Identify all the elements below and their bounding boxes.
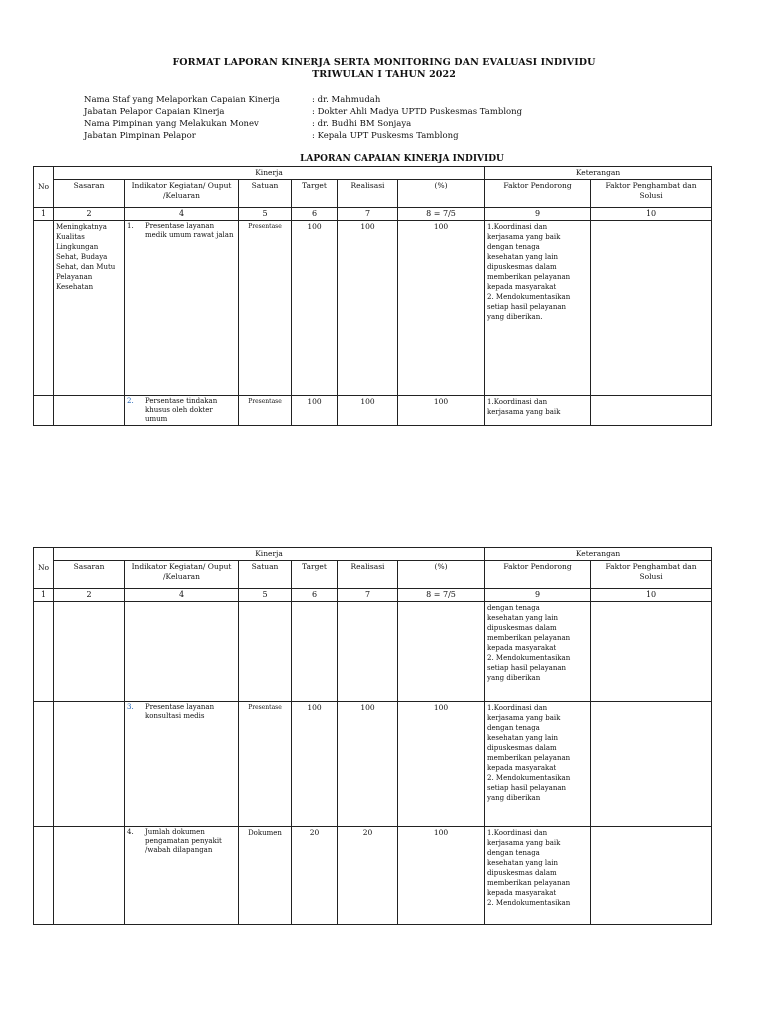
info-row: [84, 106, 522, 118]
row-satuan: Presentase: [239, 396, 292, 426]
row-pendorong: [485, 702, 591, 827]
pendorong-line: 1.Koordinasi dan: [487, 829, 548, 837]
row-penghambat: [591, 221, 712, 396]
row-sasaran: [54, 602, 125, 702]
column-number: 5: [239, 589, 292, 602]
row-sasaran: [54, 396, 125, 426]
pendorong-line: kerjasama yang baik: [487, 839, 561, 847]
header-indikator: Indikator Kegiatan/ Ouput /Keluaran: [125, 180, 239, 208]
pendorong-line: dipuskesmas dalam: [487, 744, 557, 752]
pendorong-line: dengan tenaga: [487, 243, 540, 251]
row-target: 100: [292, 396, 338, 426]
header-kinerja: Kinerja: [54, 167, 485, 180]
row-persen: 100: [398, 827, 485, 925]
pendorong-line: setiap hasil pelayanan: [487, 303, 567, 311]
pendorong-line: dipuskesmas dalam: [487, 263, 557, 271]
column-number: 9: [485, 208, 591, 221]
row-sasaran: [54, 827, 125, 925]
row-no: [34, 396, 54, 426]
header-realisasi: Realisasi: [338, 180, 398, 208]
row-no: [34, 221, 54, 396]
header-satuan: Satuan: [239, 561, 292, 589]
pendorong-line: memberikan pelayanan: [487, 634, 571, 642]
table-row: [34, 221, 712, 396]
table-row: [34, 396, 712, 426]
table-row: [34, 602, 712, 702]
pendorong-line: kepada masyarakat: [487, 764, 557, 772]
row-realisasi: 100: [338, 702, 398, 827]
row-pendorong: [485, 602, 591, 702]
row-realisasi: 100: [338, 396, 398, 426]
pendorong-line: kepada masyarakat: [487, 644, 557, 652]
row-indikator: [125, 396, 239, 426]
header-satuan: Satuan: [239, 180, 292, 208]
pendorong-line: dengan tenaga: [487, 849, 540, 857]
indicator-text: Persentase tindakan khusus oleh dokter umum: [145, 397, 218, 423]
pendorong-line: kerjasama yang baik: [487, 408, 561, 416]
pendorong-line: 2. Mendokumentasikan: [487, 774, 571, 782]
info-label: Jabatan Pimpinan Pelapor: [84, 131, 196, 141]
pendorong-line: 1.Koordinasi dan: [487, 704, 548, 712]
pendorong-line: setiap hasil pelayanan: [487, 664, 567, 672]
table-row: [34, 827, 712, 925]
row-indikator: [125, 602, 239, 702]
row-target: [292, 602, 338, 702]
pendorong-line: dengan tenaga: [487, 604, 540, 612]
row-satuan: Presentase: [239, 702, 292, 827]
column-number: 2: [54, 208, 125, 221]
info-value: : dr. Mahmudah: [312, 95, 381, 105]
info-value: : Kepala UPT Puskesms Tamblong: [312, 131, 459, 141]
pendorong-line: setiap hasil pelayanan: [487, 784, 567, 792]
pendorong-line: dengan tenaga: [487, 724, 540, 732]
performance-table-page2: [33, 547, 712, 925]
column-number: 10: [591, 208, 712, 221]
column-number: 4: [125, 589, 239, 602]
pendorong-line: kesehatan yang lain: [487, 859, 559, 867]
column-number: 2: [54, 589, 125, 602]
reporter-info: [84, 94, 522, 142]
column-number: 8 = 7/5: [398, 589, 485, 602]
indicator-number: 2.: [127, 397, 134, 405]
indicator-text: Presentase layanan medik umum rawat jalan: [145, 222, 234, 239]
table-title: LAPORAN CAPAIAN KINERJA INDIVIDU: [300, 154, 504, 164]
pendorong-line: 2. Mendokumentasikan: [487, 899, 571, 907]
report-title: FORMAT LAPORAN KINERJA SERTA MONITORING DAN EVALUASI INDIVIDU: [172, 57, 596, 68]
indicator-number: 3.: [127, 703, 134, 711]
performance-table-page1: [33, 166, 712, 426]
row-satuan: Presentase: [239, 221, 292, 396]
pendorong-line: kerjasama yang baik: [487, 233, 561, 241]
row-target: 100: [292, 702, 338, 827]
pendorong-line: kesehatan yang lain: [487, 253, 559, 261]
header-no: No: [34, 548, 54, 589]
column-number: 6: [292, 208, 338, 221]
pendorong-line: kepada masyarakat: [487, 889, 557, 897]
indicator-text: Jumlah dokumen pengamatan penyakit /wabah dilapangan: [145, 828, 222, 854]
row-satuan: [239, 602, 292, 702]
row-persen: 100: [398, 396, 485, 426]
column-number: 1: [34, 589, 54, 602]
info-value: : Dokter Ahli Madya UPTD Puskesmas Tamblong: [312, 107, 523, 117]
pendorong-line: memberikan pelayanan: [487, 273, 571, 281]
header-target: Target: [292, 180, 338, 208]
indicator-number: 1.: [127, 222, 134, 230]
column-number: 7: [338, 589, 398, 602]
header-keterangan: Keterangan: [485, 548, 712, 561]
row-no: [34, 602, 54, 702]
pendorong-line: kesehatan yang lain: [487, 734, 559, 742]
row-indikator: [125, 827, 239, 925]
header-sasaran: Sasaran: [54, 180, 125, 208]
header-persen: (%): [398, 561, 485, 589]
column-number: 6: [292, 589, 338, 602]
pendorong-line: 2. Mendokumentasikan: [487, 654, 571, 662]
info-label: Nama Staf yang Melaporkan Capaian Kinerja: [84, 95, 280, 105]
row-indikator: [125, 702, 239, 827]
row-indikator: [125, 221, 239, 396]
info-label: Jabatan Pelapor Capaian Kinerja: [84, 107, 225, 117]
column-number: 5: [239, 208, 292, 221]
header-pendorong: Faktor Pendorong: [485, 180, 591, 208]
row-persen: [398, 602, 485, 702]
row-pendorong: [485, 221, 591, 396]
column-number: 8 = 7/5: [398, 208, 485, 221]
row-realisasi: 100: [338, 221, 398, 396]
column-number: 4: [125, 208, 239, 221]
info-label: Nama Pimpinan yang Melakukan Monev: [84, 119, 259, 129]
column-number: 9: [485, 589, 591, 602]
indicator-text: Presentase layanan konsultasi medis: [145, 703, 215, 720]
pendorong-line: dipuskesmas dalam: [487, 624, 557, 632]
header-indikator: Indikator Kegiatan/ Ouput /Keluaran: [125, 561, 239, 589]
header-pendorong: Faktor Pendorong: [485, 561, 591, 589]
pendorong-line: memberikan pelayanan: [487, 879, 571, 887]
header-penghambat: Faktor Penghambat dan Solusi: [591, 180, 712, 208]
row-realisasi: [338, 602, 398, 702]
header-target: Target: [292, 561, 338, 589]
row-penghambat: [591, 396, 712, 426]
header-sasaran: Sasaran: [54, 561, 125, 589]
row-sasaran: Meningkatnya Kualitas Lingkungan Sehat, Budaya Sehat, dan Mutu Pelayanan Kesehatan: [54, 221, 125, 396]
header-persen: (%): [398, 180, 485, 208]
row-persen: 100: [398, 221, 485, 396]
info-row: [84, 94, 522, 106]
pendorong-line: yang diberikan.: [487, 313, 543, 321]
header-keterangan: Keterangan: [485, 167, 712, 180]
row-target: 20: [292, 827, 338, 925]
column-number: 1: [34, 208, 54, 221]
row-penghambat: [591, 827, 712, 925]
header-kinerja: Kinerja: [54, 548, 485, 561]
pendorong-line: 1.Koordinasi dan: [487, 223, 548, 231]
row-penghambat: [591, 702, 712, 827]
pendorong-line: kesehatan yang lain: [487, 614, 559, 622]
info-row: [84, 130, 522, 142]
pendorong-line: dipuskesmas dalam: [487, 869, 557, 877]
pendorong-line: kepada masyarakat: [487, 283, 557, 291]
row-sasaran: [54, 702, 125, 827]
row-no: [34, 702, 54, 827]
report-period: TRIWULAN I TAHUN 2022: [312, 69, 456, 80]
row-persen: 100: [398, 702, 485, 827]
pendorong-line: kerjasama yang baik: [487, 714, 561, 722]
row-no: [34, 827, 54, 925]
row-target: 100: [292, 221, 338, 396]
column-number: 10: [591, 589, 712, 602]
header-realisasi: Realisasi: [338, 561, 398, 589]
info-row: [84, 118, 522, 130]
pendorong-line: 2. Mendokumentasikan: [487, 293, 571, 301]
info-value: : dr. Budhi BM Sonjaya: [312, 119, 412, 129]
pendorong-line: 1.Koordinasi dan: [487, 398, 548, 406]
pendorong-line: yang diberikan: [487, 794, 541, 802]
row-realisasi: 20: [338, 827, 398, 925]
table-row: [34, 702, 712, 827]
indicator-number: 4.: [127, 828, 134, 836]
column-number: 7: [338, 208, 398, 221]
header-penghambat: Faktor Penghambat dan Solusi: [591, 561, 712, 589]
row-satuan: Dokumen: [239, 827, 292, 925]
row-pendorong: [485, 827, 591, 925]
pendorong-line: yang diberikan: [487, 674, 541, 682]
row-pendorong: [485, 396, 591, 426]
header-no: No: [34, 167, 54, 208]
row-penghambat: [591, 602, 712, 702]
pendorong-line: memberikan pelayanan: [487, 754, 571, 762]
